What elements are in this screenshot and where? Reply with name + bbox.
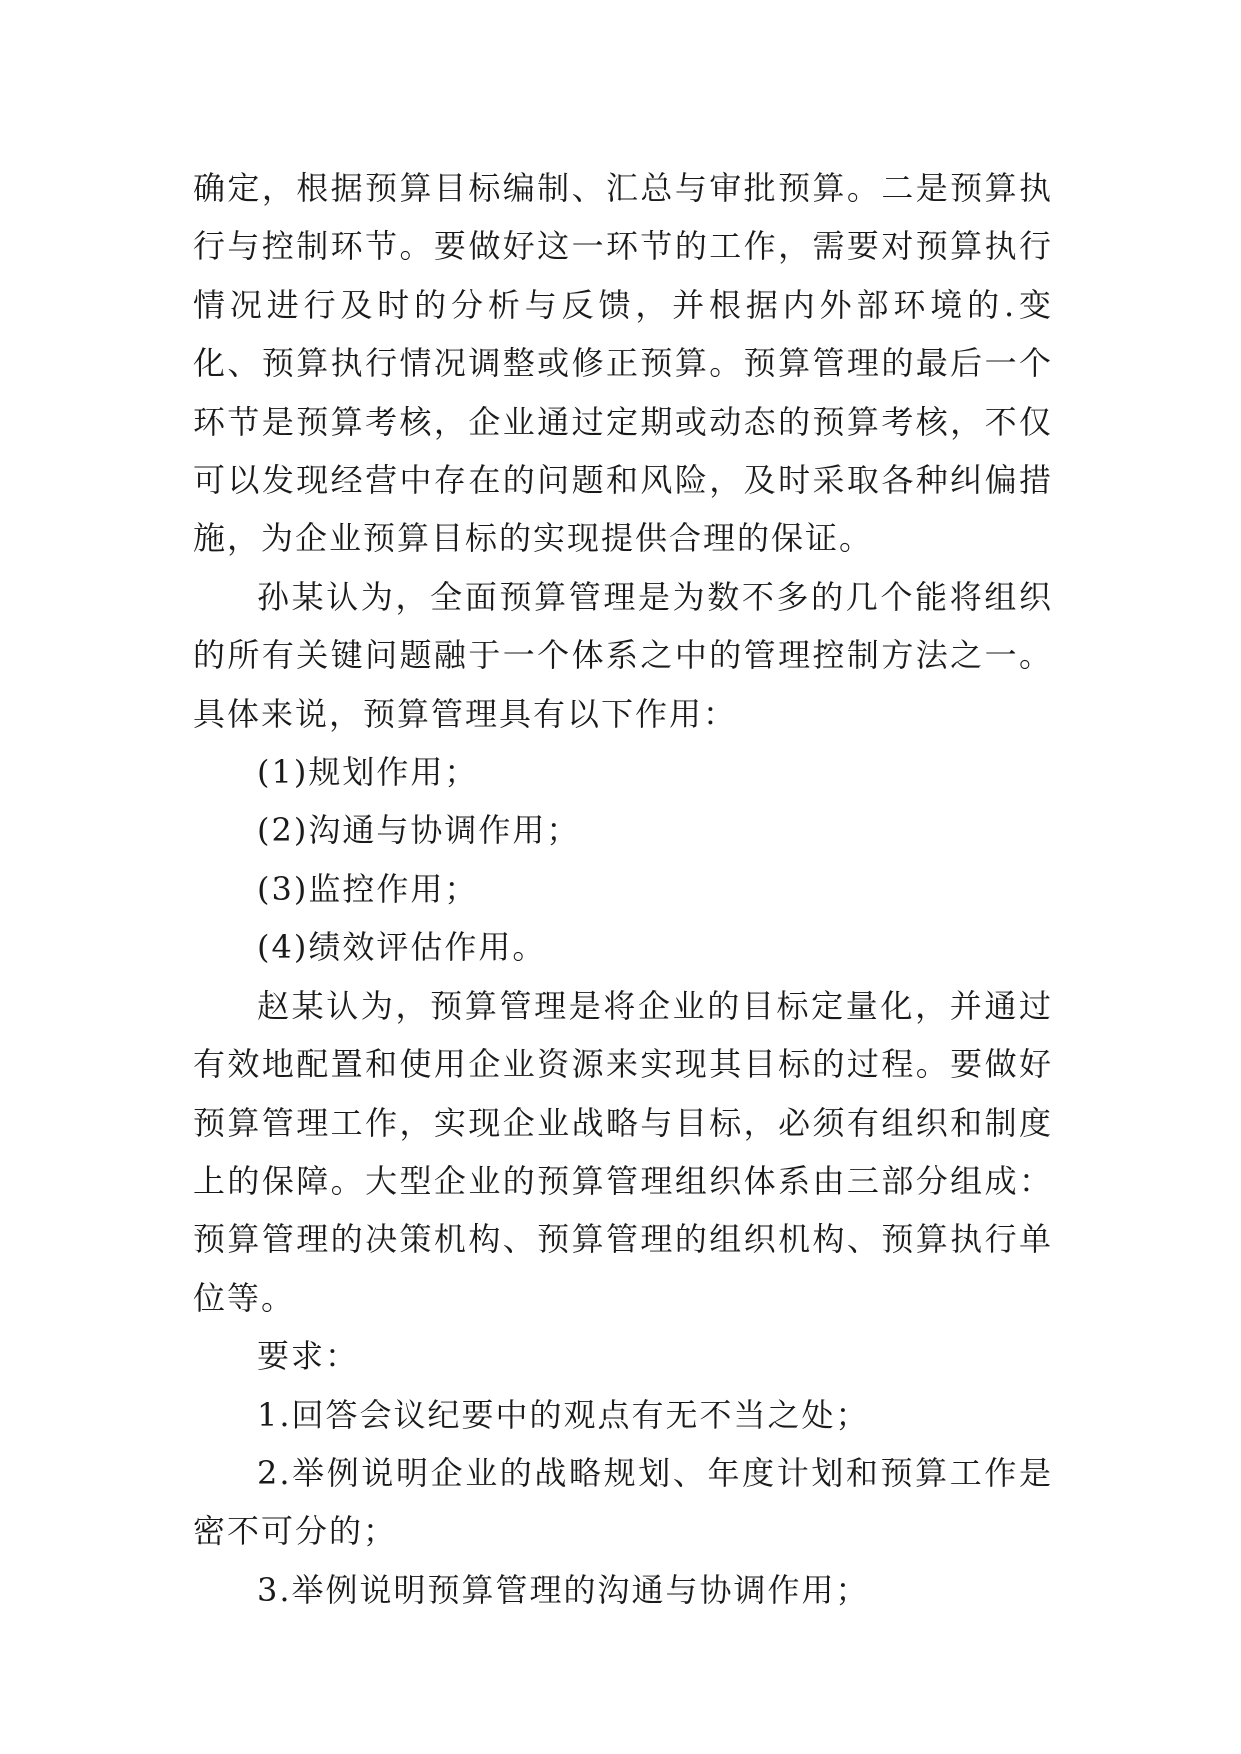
document-page	[193, 159, 1053, 1619]
requirement-item-2: 2.举例说明企业的战略规划、年度计划和预算工作是密不可分的；	[193, 1453, 1053, 1551]
list-item-role-1: (1)规划作用；	[257, 753, 479, 792]
requirement-item-3: 3.举例说明预算管理的沟通与协调作用；	[257, 1570, 870, 1609]
list-item-role-4: (4)绩效评估作用。	[257, 928, 547, 967]
requirement-item-1: 1.回答会议纪要中的观点有无不当之处；	[257, 1395, 870, 1434]
paragraph-zhao-view: 赵某认为，预算管理是将企业的目标定量化，并通过有效地配置和使用企业资源来实现其目标的过程。要做好预算管理工作，实现企业战略与目标，必须有组织和制度上的保障。大型企业的预算管理组织体系由三部分组成：预算管理的决策机构、预算管理的组织机构、预算执行单位等。	[193, 986, 1053, 1317]
requirements-heading: 要求：	[257, 1337, 360, 1376]
paragraph-budget-process: 确定，根据预算目标编制、汇总与审批预算。二是预算执行与控制环节。要做好这一环节的工作，需要对预算执行情况进行及时的分析与反馈，并根据内外部环境的.变化、预算执行情况调整或修正预算。预算管理的最后一个环节是预算考核，企业通过定期或动态的预算考核，不仅可以发现经营中存在的问题和风险，及时采取各种纠偏措施，为企业预算目标的实现提供合理的保证。	[193, 169, 1053, 558]
paragraph-sun-view: 孙某认为，全面预算管理是为数不多的几个能将组织的所有关键问题融于一个体系之中的管理控制方法之一。具体来说，预算管理具有以下作用：	[193, 577, 1053, 733]
list-item-role-2: (2)沟通与协调作用；	[257, 811, 581, 850]
list-item-role-3: (3)监控作用；	[257, 869, 479, 908]
